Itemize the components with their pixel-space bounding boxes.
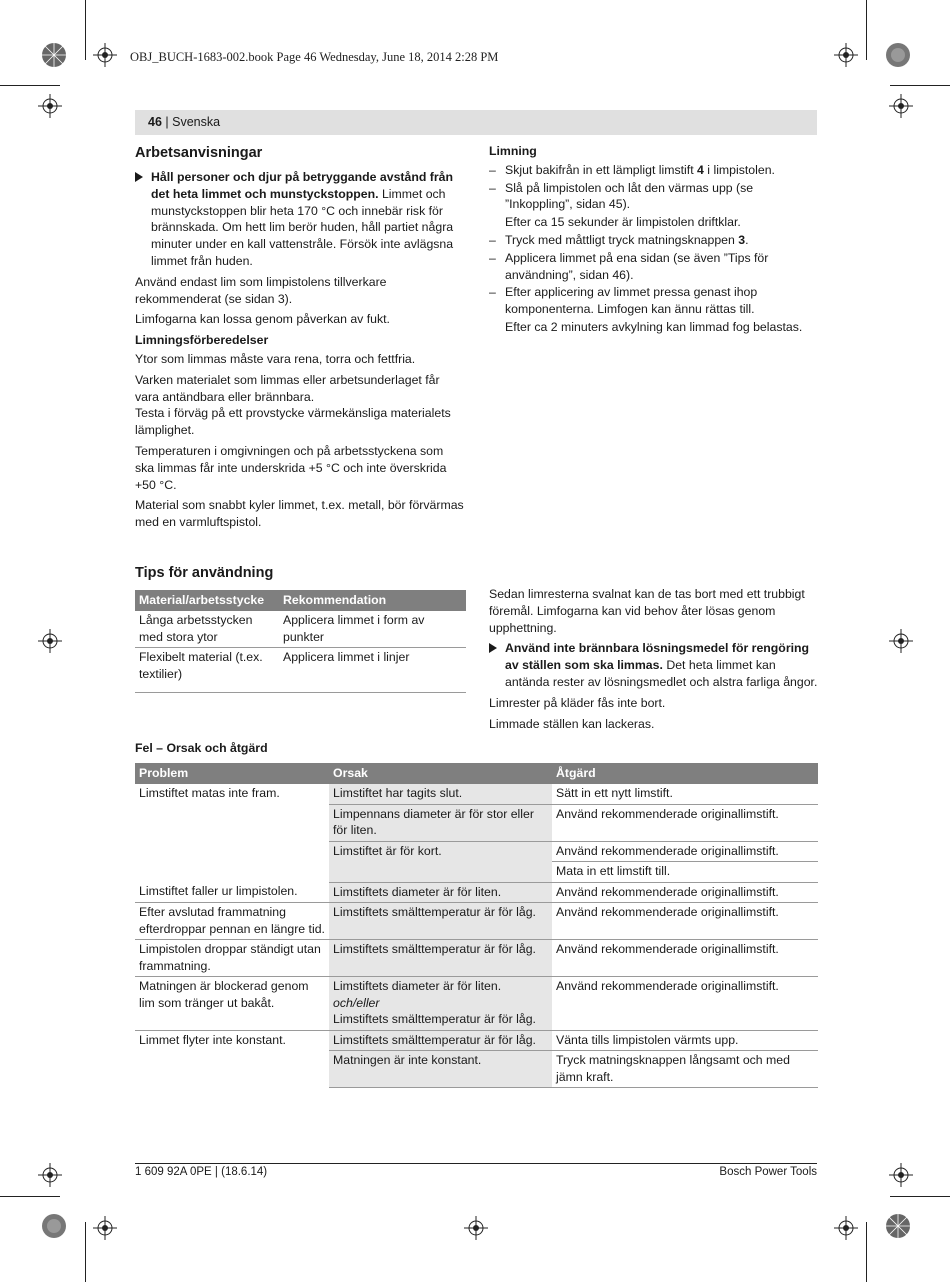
table-row [135,977,818,1031]
table-cell: Limstiftet faller ur limpistolen. [135,882,329,903]
table-cell: Vänta tills limpistolen värmts upp. [552,1030,818,1051]
table-row [135,611,466,648]
paragraph: Material som snabbt kyler limmet, t.ex. metall, bör förvärmas med en varmluftspistol. [135,498,464,530]
table-cell: Matningen är blockerad genom lim som tränger ut bakåt. [135,977,329,1031]
fel-header-row [135,763,818,784]
crop-line [866,0,867,60]
header-language: Svenska [172,115,221,129]
table-cell: Använd rekommenderade originallimstift. [552,804,818,841]
section-title-tips: Tips för användning [135,565,274,581]
table-cell: Applicera limmet i linjer [279,648,466,693]
crop-line [85,1222,86,1282]
crop-line [890,1196,950,1197]
cell-line-italic: och/eller [333,995,380,1010]
table-cell: Limstiftet matas inte fram. [139,786,280,800]
step-text: Efter ca 2 minuters avkylning kan limmad fog belastas. [505,319,803,334]
limning-step [489,162,819,179]
paragraph: Limmade ställen kan lackeras. [489,716,655,731]
fel-header-problem: Problem [135,763,329,784]
paragraph: Ytor som limmas måste vara rena, torra och fettfria. [135,351,416,366]
crosshair-mark-icon [834,1216,858,1240]
dash-bullet-icon: – [489,250,496,265]
limning-step [489,214,819,231]
table-row [135,648,466,693]
crosshair-mark-icon [38,629,62,653]
subsection-title-limningsforberedelser: Limningsförberedelser [135,333,269,348]
registration-mark-icon [884,41,912,69]
table-row [135,882,818,903]
print-file-info: OBJ_BUCH-1683-002.book Page 46 Wednesday, June 18, 2014 2:28 PM [130,50,499,64]
right-column-cleanup [489,586,819,736]
limning-steps [489,162,819,336]
troubleshooting-table [135,763,818,1088]
crosshair-mark-icon [93,1216,117,1240]
table-row [135,940,818,977]
crop-line [0,1196,60,1197]
crop-line [890,85,950,86]
warning-bold-text: Använd inte brännbara lösningsmedel för rengöring av ställen som ska limmas. [505,641,810,673]
crosshair-mark-icon [93,43,117,67]
table-cell: Sätt in ett nytt limstift. [552,784,818,804]
table-cell: Limstiftets smälttemperatur är för låg. [329,1030,552,1051]
footer-rule [135,1163,817,1164]
step-text: i limpistolen. [703,162,775,177]
crosshair-mark-icon [464,1216,488,1240]
crosshair-mark-icon [889,1163,913,1187]
crop-line [85,0,86,60]
table-cell: Använd rekommenderade originallimstift. [552,977,818,1031]
tips-header-row [135,590,466,611]
footer-left: 1 609 92A 0PE | (18.6.14) [135,1166,268,1178]
dash-bullet-icon: – [489,180,496,195]
left-column [135,143,465,535]
page-number: 46 [148,115,162,129]
fel-header-atgard: Åtgärd [552,763,818,784]
warning-bold-text: Håll personer och djur på betryggande avstånd från det heta limmet och munstyckstoppen. [151,170,454,201]
paragraph: Temperaturen i omgivningen och på arbetsstyckena som ska limmas får inte underskrida +5 °C och inte överskrida +50 °C. [135,443,447,492]
crosshair-mark-icon [889,629,913,653]
cell-line: Limstiftets diameter är för liten. [333,979,502,993]
section-title-fel: Fel – Orsak och åtgärd [135,741,268,755]
table-cell: Limstiftets smälttemperatur är för låg. [329,903,552,940]
crop-line [866,1222,867,1282]
table-row [135,784,818,804]
paragraph: Limrester på kläder fås inte bort. [489,695,666,710]
cell-line: Limstiftets smälttemperatur är för låg. [333,1012,536,1026]
crosshair-mark-icon [38,94,62,118]
step-part-number: 4 [697,162,704,177]
table-cell: Använd rekommenderade originallimstift. [552,903,818,940]
table-cell: Tryck matningsknappen långsamt och med jämn kraft. [552,1051,818,1088]
table-cell: Limpistolen droppar ständigt utan frammatning. [135,940,329,977]
tips-header-material: Material/arbetsstycke [135,590,279,611]
table-row [135,903,818,940]
registration-mark-icon [884,1212,912,1240]
limning-step [489,284,819,318]
table-cell: Använd rekommenderade originallimstift. [552,882,818,903]
tips-title-block [135,563,465,589]
crosshair-mark-icon [834,43,858,67]
fel-title-block [135,740,535,757]
warning-arrow-icon [489,643,497,653]
crosshair-mark-icon [889,94,913,118]
table-cell: Mata in ett limstift till. [552,862,818,883]
table-cell: Limstiftets smälttemperatur är för låg. [329,940,552,977]
step-text: Slå på limpistolen och låt den värmas upp (se ”Inkoppling”, sidan 45). [505,180,754,212]
step-text: Efter ca 15 sekunder är limpistolen driftklar. [505,215,741,230]
crop-line [0,85,60,86]
limning-step [489,250,819,284]
dash-bullet-icon: – [489,162,496,177]
crosshair-mark-icon [38,1163,62,1187]
solvent-warning [489,640,819,690]
paragraph: Använd endast lim som limpistolens tillverkare rekommenderat (se sidan 3). [135,274,387,306]
table-cell: Matningen är inte konstant. [329,1051,552,1088]
tips-header-rekommendation: Rekommendation [279,590,466,611]
safety-warning [135,169,465,270]
section-title-arbetsanvisningar: Arbetsanvisningar [135,145,263,161]
registration-mark-icon [40,41,68,69]
table-cell: Långa arbetsstycken med stora ytor [135,611,279,648]
paragraph: Testa i förväg på ett provstycke värmekänsliga materialets lämplighet. [135,406,451,438]
tips-table [135,590,466,693]
section-title-limning: Limning [489,144,537,158]
table-cell: Använd rekommenderade originallimstift. [552,940,818,977]
paragraph: Limfogarna kan lossa genom påverkan av fukt. [135,312,390,327]
paragraph: Sedan limresterna svalnat kan de tas bort med ett trubbigt föremål. Limfogarna kan vid behov åter lösas genom upphettning. [489,587,805,635]
step-text: Tryck med måttligt tryck matningsknappen [505,232,739,247]
step-text: Efter applicering av limmet pressa genast ihop komponenterna. Limfogen kan ännu rättas till. [505,285,758,317]
header-separator: | [165,115,173,129]
table-cell: Limstiftet är för kort. [329,841,552,882]
warning-text: Det heta limmet kan antända rester av lösningsmedlet och alstra farliga ångor. [505,658,818,689]
dash-bullet-icon: – [489,285,496,300]
table-cell: Limpennans diameter är för stor eller för liten. [329,804,552,841]
step-text: . [745,232,749,247]
limning-step [489,319,819,336]
right-column [489,143,819,337]
step-part-number: 3 [738,232,746,247]
table-cell: Flexibelt material (t.ex. textilier) [135,648,279,693]
footer-right: Bosch Power Tools [719,1166,817,1178]
table-cell: Limstiftet har tagits slut. [329,784,552,804]
table-cell: Efter avslutad frammatning efterdroppar pennan en längre tid. [135,903,329,940]
warning-text: Limmet och munstyckstoppen blir heta 170 °C och innebär risk för brännskada. Om hett lim berör huden, håll partiet några minuter under en kall vattenstråle. Försök inte avlägsna limmet från huden. [151,186,454,268]
dash-bullet-icon: – [489,232,496,247]
page-header-bar [135,110,817,135]
step-text: Skjut bakifrån in ett lämpligt limstift [505,162,698,177]
table-cell: Limmet flyter inte konstant. [139,1032,286,1047]
registration-mark-icon [40,1212,68,1240]
limning-step [489,180,819,214]
paragraph: Varken materialet som limmas eller arbetsunderlaget får vara antändbara eller brännbara. [135,372,440,404]
step-text: Applicera limmet på ena sidan (se även ”Tips för användning”, sidan 46). [505,250,769,282]
table-cell [329,977,552,1031]
warning-arrow-icon [135,172,143,182]
table-cell: Använd rekommenderade originallimstift. [552,841,818,862]
table-cell: Applicera limmet i form av punkter [279,611,466,648]
table-cell: Limstiftets diameter är för liten. [329,882,552,903]
limning-step [489,232,819,249]
fel-header-orsak: Orsak [329,763,552,784]
table-row [135,1030,818,1051]
